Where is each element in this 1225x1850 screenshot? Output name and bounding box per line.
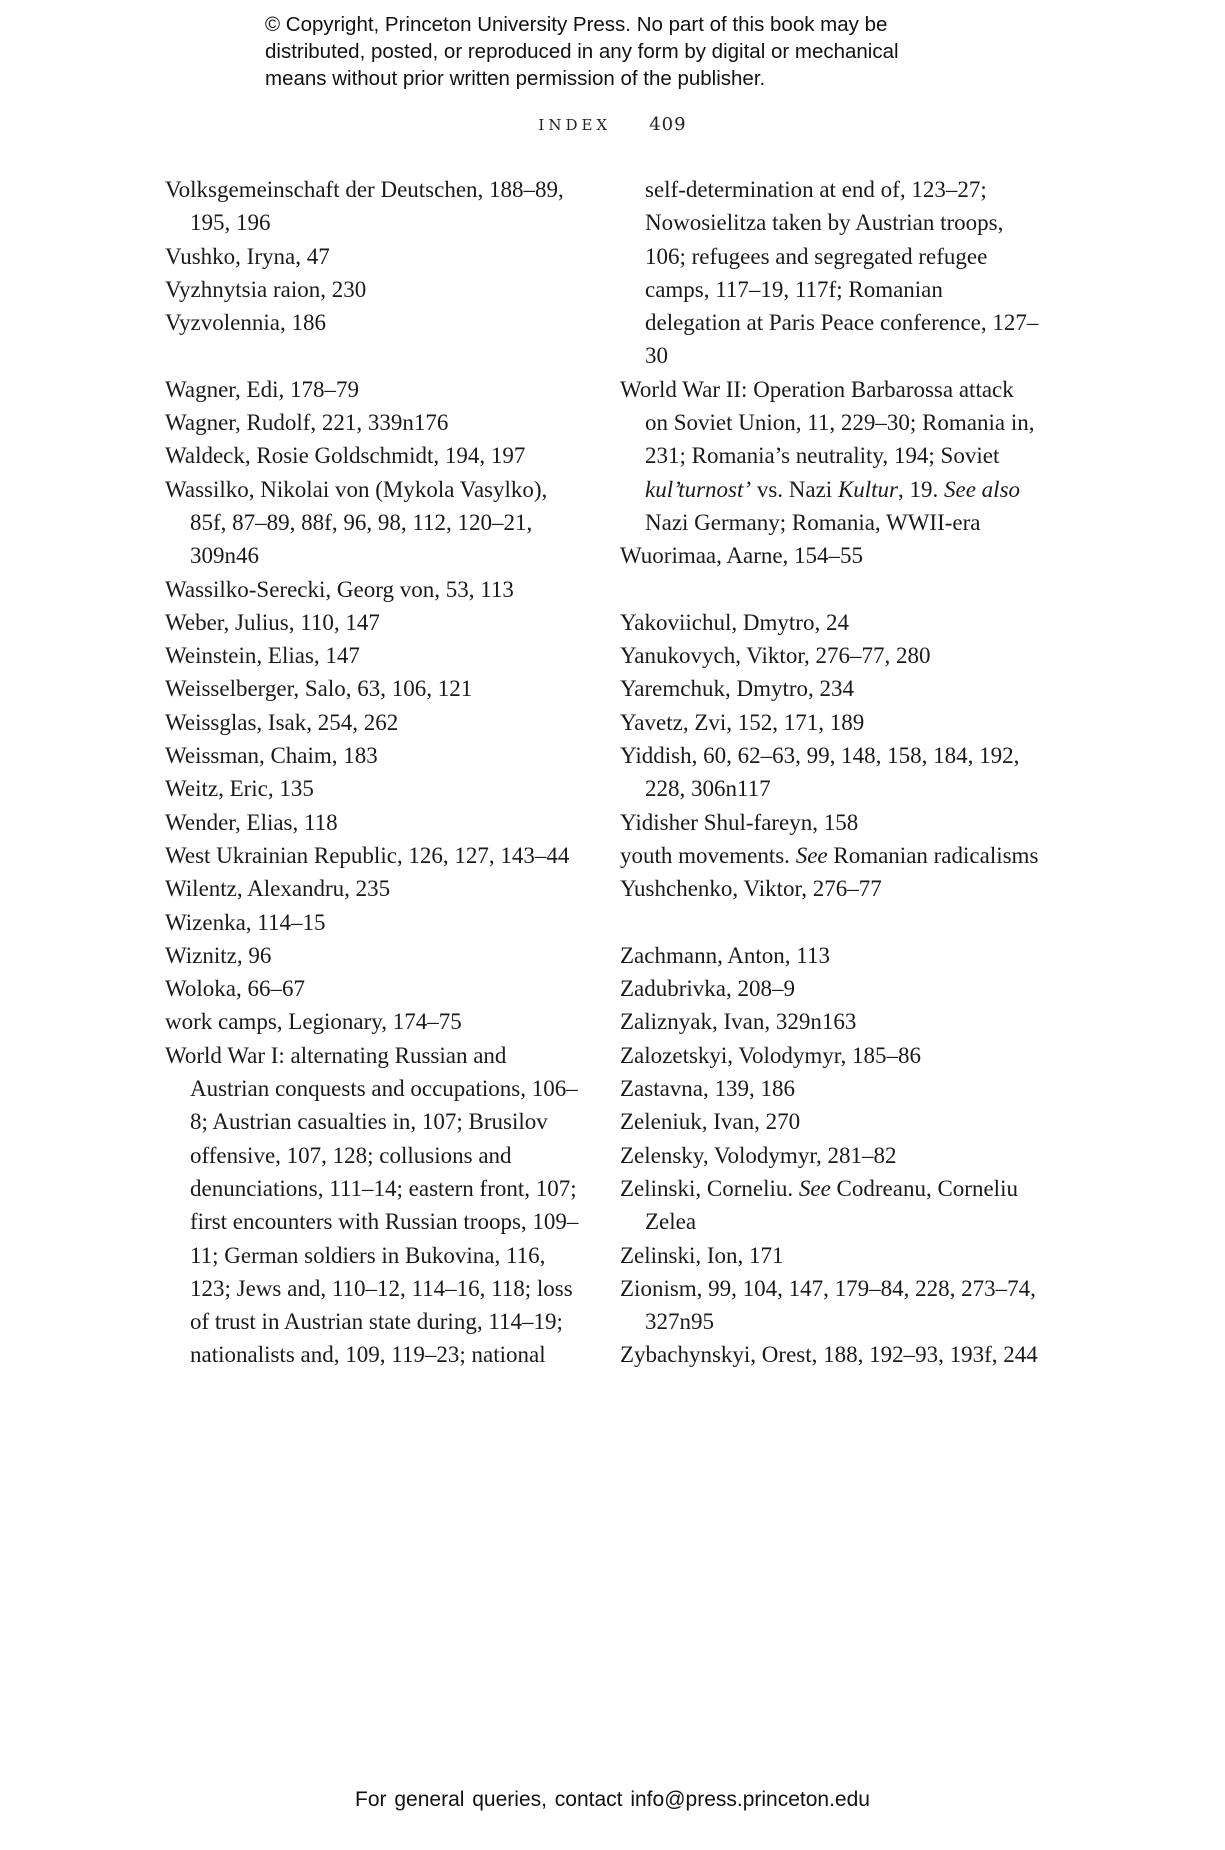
index-entry: Yaremchuk, Dmytro, 234 bbox=[620, 676, 855, 702]
index-entry: Yidisher Shul-fareyn, 158 bbox=[620, 809, 859, 835]
letter-group-gap bbox=[165, 339, 585, 372]
letter-group-gap bbox=[620, 573, 1040, 606]
index-entry: Weitz, Eric, 135 bbox=[165, 776, 314, 802]
index-entry: Zybachynskyi, Orest, 188, 192–93, 193f, 244 bbox=[620, 1342, 1038, 1368]
index-entry: Weber, Julius, 110, 147 bbox=[165, 609, 380, 635]
entry-text: Codreanu, Corneliu Zelea bbox=[645, 1175, 1018, 1235]
entry-text: Nazi Germany; Romania, WWII-era bbox=[645, 509, 981, 535]
index-entry: Weinstein, Elias, 147 bbox=[165, 643, 360, 669]
index-entry: Wuorimaa, Aarne, 154–55 bbox=[620, 543, 864, 569]
index-column-right bbox=[620, 173, 1040, 1372]
index-entry: Wassilko, Nikolai von (Mykola Vasylko), 85f, 87–89, 88f, 96, 98, 112, 120–21, 309n46 bbox=[165, 476, 548, 569]
index-entry: work camps, Legionary, 174–75 bbox=[165, 1009, 462, 1035]
index-entry bbox=[620, 1172, 1040, 1239]
footer-contact: For general queries, contact info@press.princeton.edu bbox=[355, 1788, 870, 1811]
index-entry: Woloka, 66–67 bbox=[165, 976, 305, 1002]
index-entry: Wender, Elias, 118 bbox=[165, 809, 338, 835]
index-entry: Zalozetskyi, Volodymyr, 185–86 bbox=[620, 1042, 922, 1068]
index-entry: Yakoviichul, Dmytro, 24 bbox=[620, 609, 849, 635]
index-entry: Zastavna, 139, 186 bbox=[620, 1076, 796, 1102]
entry-text: Romanian radicalisms bbox=[827, 842, 1039, 868]
index-entry: Wagner, Edi, 178–79 bbox=[165, 376, 359, 402]
entry-text: World War II: Operation Barbarossa attack on Soviet Union, 11, 229–30; Romania in, 231; Romania’s neutrality, 194; Soviet bbox=[620, 376, 1035, 469]
see-also-reference: See also bbox=[944, 476, 1021, 502]
index-entry: World War I: alternating Russian and Austrian conquests and occupations, 106–8; Austrian casualties in, 107; Brusilov offensive, 107, 128; collusions and denunciations, 111–14; eastern front, 107; first encounters with Russian troops, 109–11; German soldiers in Bukovina, 116, 123; Jews and, 110–12, 114–16, 118; loss of trust in Austrian state during, 114–19; nationalists and, 109, 119–23; national bbox=[165, 1042, 579, 1368]
running-head-label: INDEX bbox=[538, 116, 612, 134]
see-reference: See bbox=[795, 842, 828, 868]
index-entry: West Ukrainian Republic, 126, 127, 143–44 bbox=[165, 842, 570, 868]
index-entry: Vushko, Iryna, 47 bbox=[165, 243, 330, 269]
index-entry: Zachmann, Anton, 113 bbox=[620, 942, 830, 968]
page-number: 409 bbox=[649, 114, 687, 135]
index-entry: Wiznitz, 96 bbox=[165, 942, 272, 968]
see-reference: See bbox=[798, 1175, 831, 1201]
copyright-line-2: distributed, posted, or reproduced in any form by digital or mechanical bbox=[265, 40, 899, 63]
index-entry: Vyzvolennia, 186 bbox=[165, 310, 326, 336]
index-entry: Wagner, Rudolf, 221, 339n176 bbox=[165, 410, 449, 436]
index-entry: Wassilko-Serecki, Georg von, 53, 113 bbox=[165, 576, 514, 602]
index-entry: Wilentz, Alexandru, 235 bbox=[165, 876, 391, 902]
entry-italic: Kultur bbox=[837, 476, 899, 502]
entry-text: , 19. bbox=[898, 476, 945, 502]
index-entry: Zeleniuk, Ivan, 270 bbox=[620, 1109, 801, 1135]
index-entry: Wizenka, 114–15 bbox=[165, 909, 326, 935]
copyright-notice bbox=[265, 11, 1005, 92]
index-entry: Yanukovych, Viktor, 276–77, 280 bbox=[620, 643, 931, 669]
index-entry: Yavetz, Zvi, 152, 171, 189 bbox=[620, 709, 865, 735]
index-entry: Zionism, 99, 104, 147, 179–84, 228, 273–74, 327n95 bbox=[620, 1275, 1036, 1335]
index-entry: Zelinski, Ion, 171 bbox=[620, 1242, 784, 1268]
index-entry: Vyzhnytsia raion, 230 bbox=[165, 276, 367, 302]
index-entry: Yiddish, 60, 62–63, 99, 148, 158, 184, 192, 228, 306n117 bbox=[620, 743, 1020, 802]
index-entry: Weissglas, Isak, 254, 262 bbox=[165, 709, 399, 735]
index-entry bbox=[620, 839, 1040, 872]
index-entry: Weissman, Chaim, 183 bbox=[165, 743, 378, 769]
letter-group-gap bbox=[620, 906, 1040, 939]
index-entry: Yushchenko, Viktor, 276–77 bbox=[620, 876, 882, 902]
copyright-line-3: means without prior written permission of the publisher. bbox=[265, 67, 766, 90]
index-entry-continuation: self-determination at end of, 123–27; Nowosielitza taken by Austrian troops, 106; refugees and segregated refugee camps, 117–19, 117f; Romanian delegation at Paris Peace conference, 127–30 bbox=[645, 177, 1039, 369]
index-column-left bbox=[165, 173, 585, 1372]
entry-italic: kul’turnost’ bbox=[645, 476, 752, 502]
index-entry: Waldeck, Rosie Goldschmidt, 194, 197 bbox=[165, 443, 526, 469]
index-entry: Zelensky, Volodymyr, 281–82 bbox=[620, 1142, 897, 1168]
entry-text: youth movements. bbox=[620, 842, 796, 868]
index-entry: Zadubrivka, 208–9 bbox=[620, 976, 796, 1002]
index-entry: Weisselberger, Salo, 63, 106, 121 bbox=[165, 676, 473, 702]
entry-text: Zelinski, Corneliu. bbox=[620, 1175, 799, 1201]
entry-text: vs. Nazi bbox=[751, 476, 838, 502]
index-entry: Volksgemeinschaft der Deutschen, 188–89, 195, 196 bbox=[165, 177, 564, 236]
running-head bbox=[0, 114, 1225, 135]
index-entry bbox=[620, 373, 1040, 539]
index-entry: Zaliznyak, Ivan, 329n163 bbox=[620, 1009, 857, 1035]
copyright-line-1: © Copyright, Princeton University Press. No part of this book may be bbox=[265, 13, 888, 36]
